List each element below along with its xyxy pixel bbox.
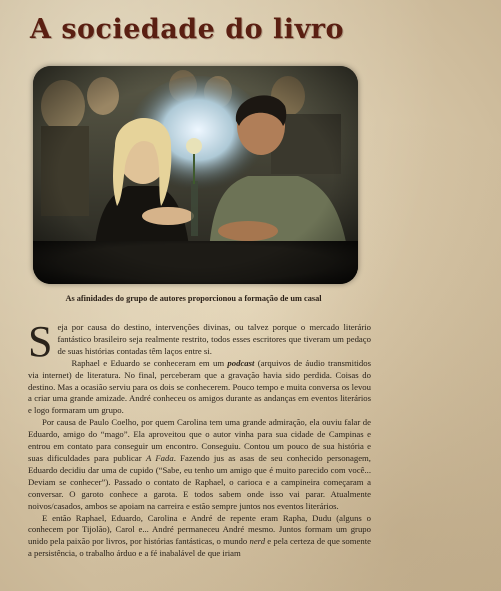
article-body	[28, 317, 371, 560]
paragraph-3-text-a: Por causa de Paulo Coelho, por quem Carolina tem uma grande admiração, ela ouviu falar de Eduardo, amigo do “mago”. Ela aproveitou que o autor vinha para sua cidade de Campinas e entrou em contato para conseguir um encontro. Conseguiu. Contou um pouco de sua história e suas dificuldades para publicar	[28, 417, 371, 463]
paragraph-3-text-b: . Fazendo jus as asas de seu conhecido personagem, Eduardo decidiu dar uma de cupido (“Sabe, eu tenho um amigo que é muito parecido com você... Deviam se conhecer”). Passado o contato de Raphael, o carioca e a campineira começaram a conversar. O garoto conhece a garota. E todos sabem onde isso vai parar. Atualmente noivos/casados, ambos se apoiam na carreira e estão sempre juntos nos eventos literários.	[28, 452, 371, 511]
paragraph-4-emphasis: nerd	[249, 536, 266, 547]
drop-cap: S	[28, 317, 53, 366]
page-title: A sociedade do livro	[30, 14, 344, 45]
paragraph-3	[28, 417, 371, 512]
photo-caption: As afinidades do grupo de autores proporcionou a formação de um casal	[65, 294, 322, 303]
paragraph-2-emphasis: podcast	[227, 357, 255, 368]
paragraph-4	[28, 513, 371, 561]
paragraph-4-text-a: E então Raphael, Eduardo, Carolina e André de repente eram Rapha, Dudu (alguns o conhecem por Tijolão), Carol e... André permaneceu André mesmo. Juntos formam um grupo unido pela paixão por livros, por histórias fantásticas, o mundo	[28, 512, 371, 547]
photo-illustration	[33, 66, 358, 284]
paragraph-1-text: eja por causa do destino, intervenções divinas, ou talvez porque o mercado literário fantástico brasileiro seja realmente restrito, todos esses escritores que tiveram um pedaço de suas histórias contadas têm laços entre si.	[57, 322, 371, 356]
paragraph-2-text-a: Raphael e Eduardo se conheceram em um	[71, 357, 228, 368]
paragraph-2-text-b: (arquivos de áudio transmitidos via internet) de literatura. No final, perceberam que a gravação havia sido perdida. Coisas do destino. Mas a ocasião serviu para os dois se conhecerem. Pouco tempo e muita conversa os levou a criar uma grande amizade. André conheceu os amigos durante as andanças em eventos literários e logo formaram um grupo.	[28, 357, 371, 416]
paragraph-3-book-title: A Fada	[145, 452, 174, 463]
paragraph-2	[28, 358, 371, 418]
paragraph-4-text-b: e pela certeza de que somente a persistência, o trabalho árduo e a fé inabalável de que iriam	[28, 536, 371, 559]
article-photo	[33, 66, 358, 284]
